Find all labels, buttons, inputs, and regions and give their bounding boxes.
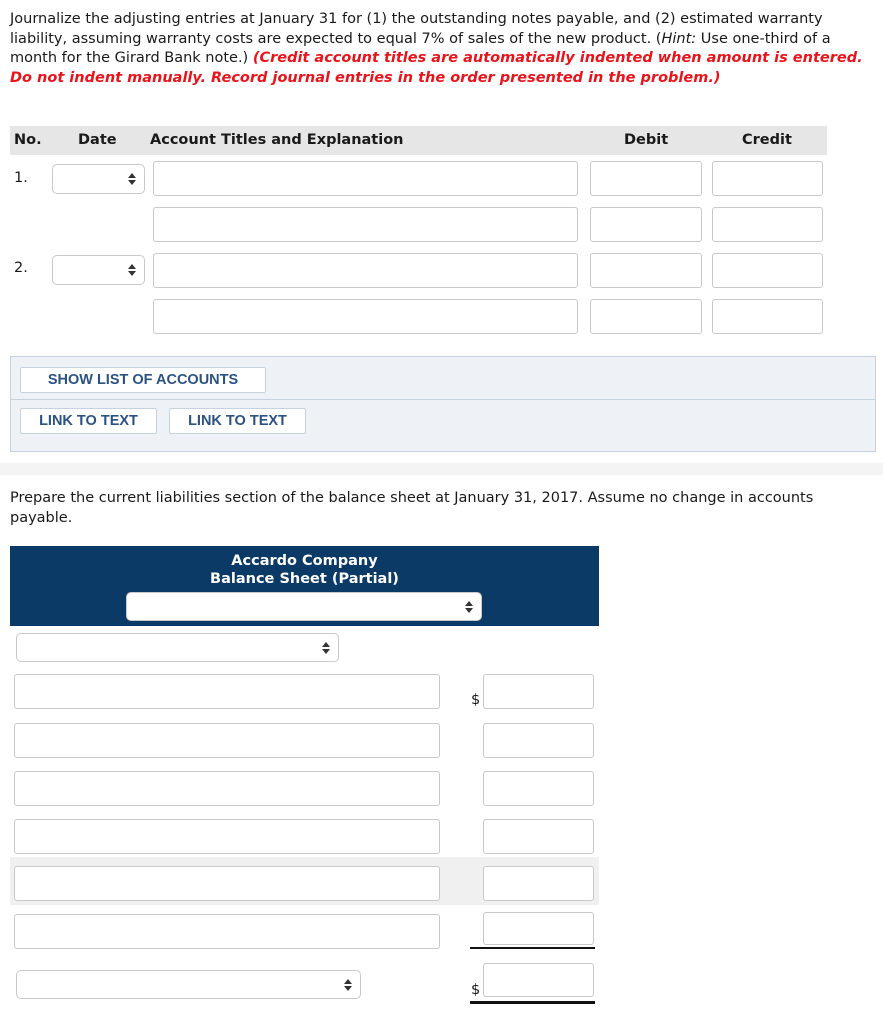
select-arrows-icon [128,173,136,185]
entry-2-debit-input-1[interactable] [590,253,702,288]
section-separator [0,463,883,475]
liability-title-input-6[interactable] [14,914,440,949]
entry-2-account-input-2[interactable] [153,299,578,334]
entry-1-date-select[interactable] [52,164,145,194]
subtotal-underline [470,947,595,949]
header-credit: Credit [742,132,792,148]
select-arrows-icon [344,979,352,991]
entry-1-account-input-2[interactable] [153,207,578,242]
total-amount-input[interactable] [483,963,594,997]
liability-amount-input-3[interactable] [483,771,594,806]
statement-title: Balance Sheet (Partial) [210,571,399,587]
entry-2-account-input-1[interactable] [153,253,578,288]
select-arrows-icon [128,264,136,276]
button-panel-divider [10,399,876,400]
liability-title-input-1[interactable] [14,674,440,709]
section-heading-select[interactable] [16,633,339,662]
total-label-select[interactable] [16,970,361,999]
liability-amount-input-4[interactable] [483,819,594,854]
instructions-text: Journalize the adjusting entries at January 31 for (1) the outstanding notes payable, and (2) estimated warranty liability, assuming warranty costs are expected to equal 7% of sales of the new product. ( [10,11,823,47]
header-debit: Debit [624,132,669,148]
statement-date-select[interactable] [126,592,482,621]
liability-amount-input-2[interactable] [483,723,594,758]
header-account: Account Titles and Explanation [150,132,404,148]
hint-text: Use one-third of a month for the Girard Bank note.) [10,30,831,66]
entry-1-credit-input-2[interactable] [712,207,823,242]
entry-2-debit-input-2[interactable] [590,299,702,334]
entry-2-date-select[interactable] [52,255,145,285]
header-no: No. [14,132,42,148]
liability-amount-input-6[interactable] [483,912,594,945]
entry-2-credit-input-2[interactable] [712,299,823,334]
dollar-sign-1: $ [471,692,481,708]
entry-1-debit-input-1[interactable] [590,161,702,196]
link-to-text-button-1[interactable]: LINK TO TEXT [20,408,157,434]
link-to-text-button-2[interactable]: LINK TO TEXT [169,408,306,434]
hint-label: Hint: [661,30,697,47]
entry-1-credit-input-1[interactable] [712,161,823,196]
credit-indent-note: (Credit account titles are automatically indented when amount is entered. Do not indent manually. Record journal entries in the order presented in the problem.) [10,50,863,86]
part2-instructions: Prepare the current liabilities section of the balance sheet at January 31, 2017. Assume no change in accounts payable. [10,490,814,526]
entry-2-credit-input-1[interactable] [712,253,823,288]
company-name: Accardo Company [231,553,378,569]
entry-number-1: 1. [14,170,28,186]
dollar-sign-total: $ [471,982,481,998]
instructions [10,10,875,88]
select-arrows-icon [465,601,473,613]
show-list-of-accounts-button[interactable]: SHOW LIST OF ACCOUNTS [20,367,266,393]
total-double-underline [470,1001,595,1004]
header-date: Date [78,132,117,148]
select-arrows-icon [322,642,330,654]
entry-number-2: 2. [14,260,28,276]
liability-title-input-2[interactable] [14,723,440,758]
journal-header [10,126,827,155]
entry-1-account-input-1[interactable] [153,161,578,196]
liability-title-input-4[interactable] [14,819,440,854]
liability-title-input-3[interactable] [14,771,440,806]
entry-1-debit-input-2[interactable] [590,207,702,242]
liability-amount-input-1[interactable] [483,674,594,709]
liability-amount-input-5[interactable] [483,866,594,901]
liability-title-input-5[interactable] [14,866,440,901]
